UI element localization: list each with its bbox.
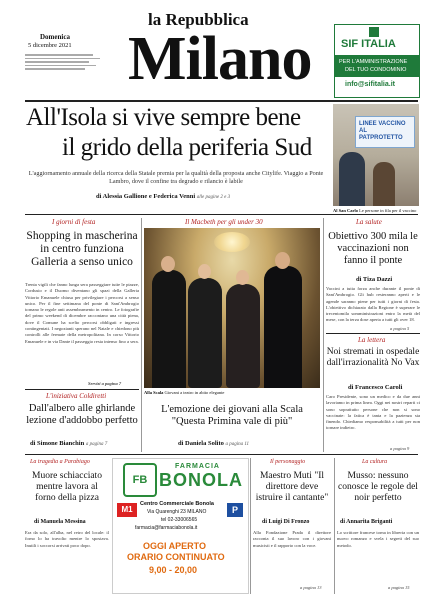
ad-open-1: OGGI APERTO [143,541,207,551]
lead-headline-2[interactable]: il grido della periferia Sud [62,134,312,161]
center-caption-bold: Alla Scala [144,390,164,395]
right2-kicker: La lettera [358,336,386,344]
bottom-b-headline[interactable]: Maestro Muti "Il direttore deve istruire il cantante" [255,471,329,503]
left2-kicker: L'iniziativa Coldiretti [46,392,107,400]
edition-date: 5 dicembre 2021 [28,42,72,49]
fb-logo-icon [123,463,157,497]
ad-url: info@sifitalia.it [345,81,395,88]
left2-byline-text: di Simone Bianchin [30,440,85,447]
lead-ref: alle pagine 2 e 3 [196,195,231,200]
figure-man-right [264,266,302,388]
center-byline-text: di Daniela Solito [178,440,224,447]
bottom-b-kicker: Il personaggio [270,459,306,465]
right-rule-1 [326,333,420,334]
ad-open-2: ORARIO CONTINUATO [127,552,225,562]
figure-woman-1 [188,278,222,388]
vaccine-sign [355,116,415,148]
bottom-col-rule-1 [250,458,251,594]
bottom-b-ref: a pagina 13 [300,585,322,590]
right-kicker: La salute [356,218,382,226]
center-kicker: Il Macbeth per gli under 30 [185,218,263,226]
left-headline[interactable]: Shopping in mascherina in centro funziona Galleria a senso unico [26,230,138,268]
newspaper-brand: la Repubblica [148,10,249,29]
center-byline [178,440,249,447]
left-kicker: I giorni di festa [52,218,96,226]
metro-m1-badge: M1 [117,503,137,517]
bottom-a-kicker: La tragedia a Parabiago [30,459,90,465]
face-3 [236,270,249,285]
bottom-a-body: Era da solo, all'alba, nel retro del locale: il forno lo ha travolto mentre lo spostava. Inutili i soccorsi arrivati poco dopo. [25,530,109,548]
lead-photo-caption [333,208,416,213]
left-ref: Servizi a pagina 7 [88,381,122,386]
chandelier-icon [214,232,250,252]
ad-line1: PER L'AMMINISTRAZIONE [339,59,408,65]
bottom-col-rule-2 [334,458,335,594]
left2-headline[interactable]: Dall'albero alle ghirlande lezione d'addobbo perfetto [26,403,138,426]
bottom-c-kicker: La cultura [362,459,388,465]
lead-byline [96,193,230,200]
right-body: Vaccini a tutta forza anche durante il ponte di Sant'Ambrogio. Gli hub resteranno aperti e le agende saranno piene per tutti i giorni di festa. L'obiettivo dichiarato dalla Regione è superare le trecentomila somministrazioni entro la metà del mese, con la terza dose aperta a tutti gli over 18. [326,286,420,323]
edition-day: Domenica [40,33,70,41]
center-photo-caption [144,390,224,395]
figure-woman-2 [226,284,260,388]
lead-photo[interactable] [333,104,419,206]
lead-byline-text: di Alessia Gallione e Federica Venni [96,193,196,200]
caption-bold: Al San Carlo [333,208,359,213]
ad-logo-icon [369,27,379,37]
center-headline[interactable]: L'emozione dei giovani alla Scala "Questa Primina vale di più" [161,404,303,427]
figure-man-left [152,270,186,388]
photo-person-1 [339,152,365,206]
ad-brand: SIF ITALIA [341,38,396,50]
face-1 [161,256,175,272]
left-body: Trenta vigili che fanno lunga sera passeggiare tutte le piazze, Cordusio e il Duomo diventano gli spazi della Galleria Vittorio Emanuele chiusa per privilegiare i percorsi a senso unico. Per il fine settimana del ponte di Sant'Ambrogio tornano le regole anti assembramento in centro. Le fotografie del primo weekend di dicembre raccontano una città piena, dove il Comune ha scelto percorsi obbligati e ingressi contingentati. I negozianti sperano nel Natale e chiedono più controlli alle fermate della metropolitana. In corso Vittorio Emanuele e in via Dante il passeggio resta intenso fino a sera. [25,282,139,344]
right-byline: di Tiza Dazzi [356,276,393,283]
ad-hours: 9,00 - 20,00 [149,565,198,575]
right-headline[interactable]: Obiettivo 300 mila le vaccinazioni non fanno il ponte [328,231,418,266]
photo-person-2 [373,162,395,206]
right-ref: a pagina 5 [390,326,410,331]
bottom-b-byline: di Luigi Di Fronzo [262,519,310,525]
center-caption-text: Giovani a teatro in abito elegante [164,390,225,395]
center-photo-scala[interactable] [144,228,320,388]
bottom-c-body: Lo scrittore francese torna in libreria con un nuovo romanzo e svela i segreti del suo metodo. [337,530,419,548]
bottom-c-byline: di Annarita Briganti [340,519,393,525]
lead-deck: L'aggiornamento annuale della ricerca della Statale premia per la qualità della proposta anche Citylife. Viaggio a Ponte Lambro, dove il confine tra degrado e rilancio è labile [28,170,324,185]
ad-phone: tel 02-33006565 [161,517,198,523]
face-4 [275,252,290,269]
ad-farmacia-label: FARMACIA [175,463,220,470]
ad-sif-italia[interactable] [334,24,420,98]
right2-headline[interactable]: Noi stremati in ospedale dall'irrazionalità No Vax [326,347,420,368]
left2-byline [30,440,107,447]
ad-address: Via Quarenghi 23 MILANO [147,509,207,515]
ad-bonola-label: BONOLA [159,470,243,490]
lead-rule [25,214,418,215]
caption-text: Le persone in fila per il vaccino [359,208,417,213]
edition-city: Milano [128,25,312,93]
lead-headline-1[interactable]: All'Isola si vive sempre bene [26,104,301,131]
masthead-fineprint [25,52,100,78]
col-rule-right [323,218,324,452]
bottom-c-headline[interactable]: Musso: nessuno conosce le regole del noir perfetto [338,471,418,503]
bottom-a-byline: di Manuela Messina [34,519,86,525]
ad-center-name: Centro Commerciale Bonola [140,501,214,507]
bottom-rule [25,454,418,455]
ad-farmacia-bonola[interactable] [112,458,249,594]
left-rule-1 [25,389,139,390]
right2-body: Caro Presidente, sono un medico e da due anni lavoriamo in prima linea. Oggi nei nostri reparti ci sono soprattutto persone che non si sono vaccinate: la fatica è tanta e la pazienza sta finendo. Chiediamo responsabilità a tutti per non tornare indietro. [326,394,420,431]
ad-email: farmacia@farmaciabonola.it [135,525,198,531]
ad-line2: DEL TUO CONDOMINIO [345,67,407,73]
masthead-rule [25,100,418,102]
bottom-b-body: Alla Fondazione Prada il direttore racconta il suo lavoro con i giovani musicisti e il rapporto con la voce. [253,530,331,548]
bottom-c-ref: a pagina 15 [388,585,410,590]
bottom-a-headline[interactable]: Muore schiacciato mentre lavora al forno della pizza [32,471,102,503]
left2-ref: a pagina 7 [85,442,108,447]
fb-logo-text: FB [132,474,148,486]
right2-ref: a pagina 9 [390,446,410,451]
center-ref: a pagina 11 [225,442,250,447]
face-2 [198,264,211,279]
parking-p-badge: P [227,503,243,517]
vaccine-sign-text: LINEE VACCINO AL PATPROTETTO [359,121,406,141]
col-rule-left [141,218,142,452]
right2-byline: di Francesco Caroli [348,384,403,391]
